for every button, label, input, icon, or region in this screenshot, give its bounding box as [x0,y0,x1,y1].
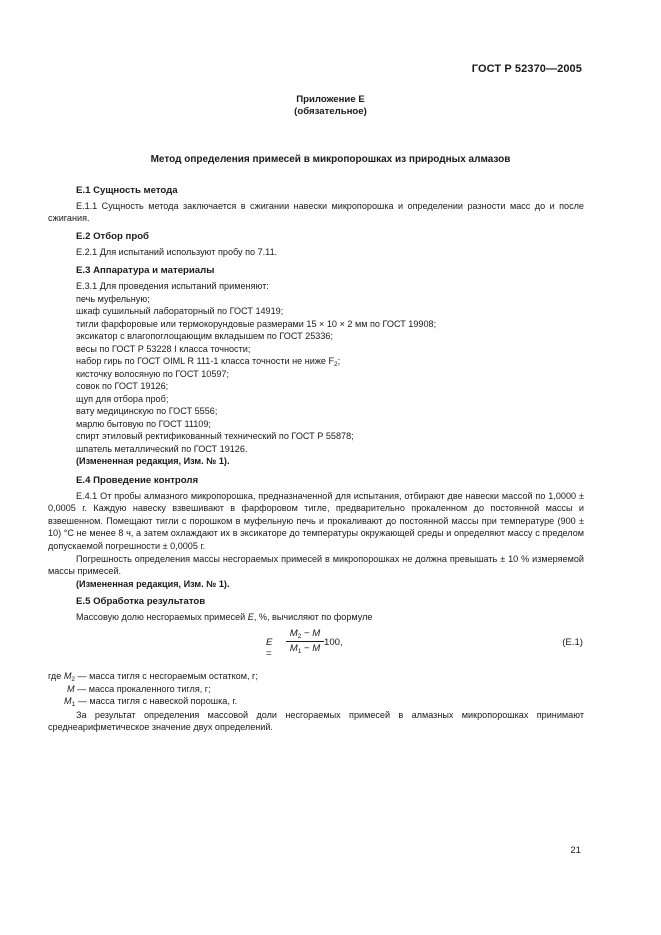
section-heading-e3: Е.3 Аппаратура и материалы [76,265,215,276]
list-item: тигли фарфоровые или термокорундовые размерами 15 × 10 × 2 мм по ГОСТ 19908; [76,318,437,329]
section-heading-e5: Е.5 Обработка результатов [76,596,206,607]
variable: M [312,643,321,654]
subscript: 1 [297,648,302,655]
formula-tail: 100, [324,637,343,648]
variable: M [312,628,321,639]
formula-lhs [266,637,272,659]
operator: − [301,628,313,639]
paragraph-e4-2: Погрешность определения массы несгораемых примесей в микропорошках не должна превышать ± 10 % измеряемой массы примесей. [48,554,584,577]
paragraph-e1-1: Е.1.1 Сущность метода заключается в сжигании навески микропорошка и определении разности масс до и после сжигания. [48,201,584,224]
variable: E [266,637,273,648]
variable: M [289,628,298,639]
section-heading-e1: Е.1 Сущность метода [76,185,178,196]
subscript: 2 [334,361,338,368]
formula-number: (Е.1) [562,637,583,648]
paragraph-e5-result: За результат определения массовой доли несгораемых примесей в алмазных микропорошках принимают среднеарифметическое значение двух определений. [48,710,584,733]
list-item: шкаф сушильный лабораторный по ГОСТ 14919; [76,306,284,316]
variable: M [67,683,75,694]
text: где [48,671,64,681]
section-heading-e4: Е.4 Проведение контроля [76,475,199,486]
subscript: 2 [71,676,76,683]
list-item: марлю бытовую по ГОСТ 11109; [76,418,211,429]
operator: − [301,643,313,654]
appendix-subtitle: (обязательное) [294,106,367,117]
appendix-title: Приложение Е [296,94,365,105]
document-title: Метод определения примесей в микропорошках из природных алмазов [150,154,511,165]
variable: M [64,696,72,706]
denominator [286,642,324,655]
list-intro: Е.3.1 Для проведения испытаний применяют: [76,281,269,291]
list-item: печь муфельную; [76,293,150,304]
subscript: 1 [71,701,76,708]
equals-sign: = [266,648,272,659]
variable: E [247,612,254,622]
list-item: кисточку волосяную по ГОСТ 10597; [76,368,230,379]
list-item: спирт этиловый ректификованный технический по ГОСТ Р 55878; [76,431,354,441]
variable: M [289,643,298,654]
paragraph-e4-1: Е.4.1 От пробы алмазного микропорошка, предназначенной для испытания, отбирают две навески массой по 1,0000 ± 0,0005 г. Каждую навеску взвешивают в фарфоровом тигле, предварительно прокаленном до постоянной массы и взвешенном. Помещают тигли с порошком в муфельную печь и прокаливают до постоянной массы при температуре (900 ± 10) °С не менее 8 ч, а затем охлаждают их в эксикаторе до температуры окружающей среды и определяют массу с пределом допускаемой погрешности ± 0,0005 г. [48,491,584,551]
list-item: щуп для отбора проб; [76,393,169,404]
standard-code: ГОСТ Р 52370—2005 [471,63,582,75]
text: — масса тигля с навеской порошка, г. [75,696,238,706]
text: , %, вычисляют по формуле [253,612,373,622]
list-item: шпатель металлический по ГОСТ 19126. [76,443,248,454]
section-heading-e2: Е.2 Отбор проб [76,231,149,242]
subscript: 2 [297,633,302,640]
definition-row [48,670,584,683]
list-item: весы по ГОСТ Р 53228 I класса точности; [76,343,251,354]
page-number: 21 [570,845,581,856]
equipment-list [76,280,584,468]
fraction [286,628,324,655]
variable-definitions [48,670,584,708]
punctuation: ; [337,356,341,366]
paragraph-e2-1: Е.2.1 Для испытаний используют пробу по 7.11. [76,247,278,257]
definition-row [48,695,584,708]
text: — масса тигля с несгораемым остатком, г; [75,671,258,681]
amendment-note: (Измененная редакция, Изм. № 1). [76,579,230,589]
list-item: вату медицинскую по ГОСТ 5556; [76,406,218,416]
numerator [286,628,324,642]
paragraph-e5-intro [76,611,372,623]
text: Массовую долю несгораемых примесей [76,612,248,622]
list-item: совок по ГОСТ 19126; [76,381,169,391]
list-item [76,355,584,368]
amendment-note: (Измененная редакция, Изм. № 1). [76,456,230,466]
list-item: эксикатор с влагопоглощающим вкладышем по ГОСТ 25336; [76,331,333,341]
list-item-text: набор гирь по ГОСТ OIML R 111-1 класса точности не ниже F [76,356,335,366]
text: — масса прокаленного тигля, г; [74,683,211,694]
variable: M [63,671,72,681]
definition-row [48,683,584,696]
